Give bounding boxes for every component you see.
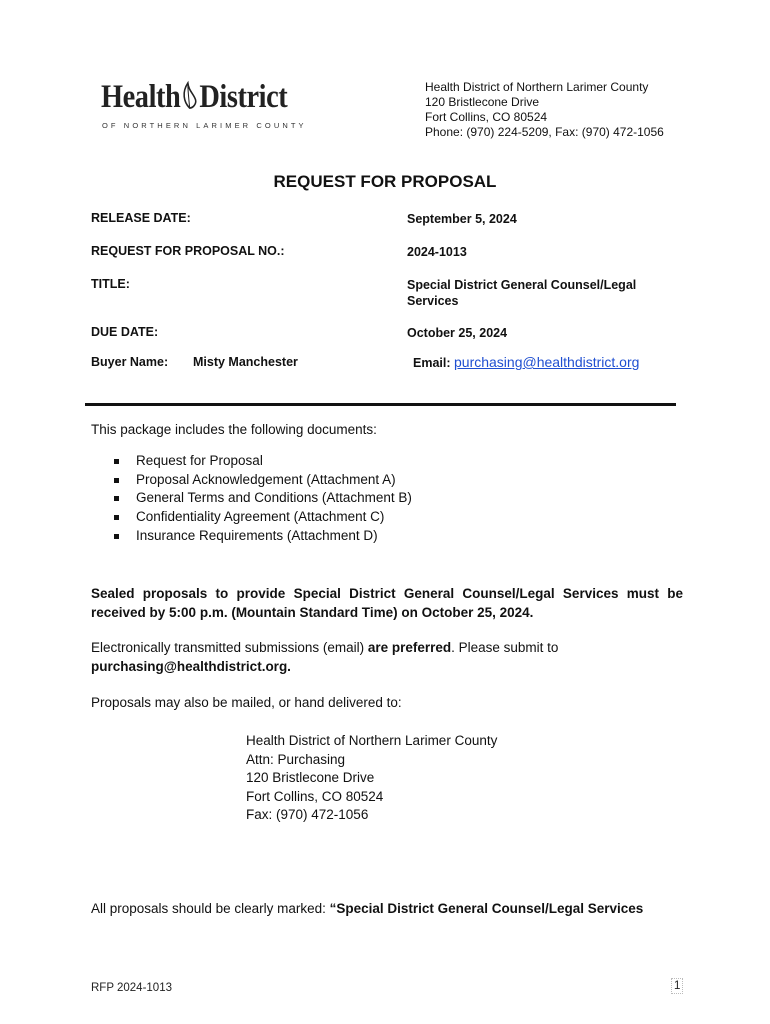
release-date-label: RELEASE DATE: xyxy=(91,211,191,225)
logo xyxy=(101,80,287,114)
electronic-text-part: Electronically transmitted submissions (email) xyxy=(91,640,368,655)
list-item: Request for Proposal xyxy=(114,452,412,471)
title-label: TITLE: xyxy=(91,277,130,291)
electronic-text-part: . Please submit to xyxy=(451,640,559,655)
electronic-preferred: are preferred xyxy=(367,640,452,655)
buyer-name-value: Misty Manchester xyxy=(193,355,298,369)
footer-rfp-number: RFP 2024-1013 xyxy=(91,982,172,994)
buyer-name-label: Buyer Name: xyxy=(91,355,169,369)
marking-title: “Special District General Counsel/Legal Services xyxy=(329,901,644,916)
logo-word-district: District xyxy=(199,79,288,115)
electronic-submission-text xyxy=(91,640,558,655)
page-number: 1 xyxy=(671,978,683,994)
submission-email: purchasing@healthdistrict.org. xyxy=(91,659,291,674)
mailing-address-line: Attn: Purchasing xyxy=(246,751,346,767)
document-list xyxy=(114,452,412,546)
email-link[interactable]: purchasing@healthdistrict.org xyxy=(454,354,640,370)
list-item: Insurance Requirements (Attachment D) xyxy=(114,527,412,546)
logo-subtitle: OF NORTHERN LARIMER COUNTY xyxy=(102,121,307,130)
logo-word-health: Health xyxy=(101,79,181,115)
list-item: General Terms and Conditions (Attachment B) xyxy=(114,489,412,508)
address-line: Health District of Northern Larimer County xyxy=(425,80,649,94)
list-item: Confidentiality Agreement (Attachment C) xyxy=(114,508,412,527)
marking-instructions xyxy=(91,901,643,916)
marking-text: All proposals should be clearly marked: xyxy=(91,901,330,916)
address-line: Phone: (970) 224-5209, Fax: (970) 472-1056 xyxy=(425,125,664,139)
title-value: Special District General Counsel/Legal Services xyxy=(407,278,637,308)
release-date-value: September 5, 2024 xyxy=(407,212,517,226)
sealed-proposals-paragraph: Sealed proposals to provide Special District General Counsel/Legal Services must be received by 5:00 p.m. (Mountain Standard Time) on October 25, 2024. xyxy=(91,586,683,620)
address-line: Fort Collins, CO 80524 xyxy=(425,110,548,124)
rfp-number-value: 2024-1013 xyxy=(407,245,467,259)
email-label: Email: xyxy=(413,356,451,370)
mailing-address-line: Health District of Northern Larimer County xyxy=(246,733,498,748)
due-date-value: October 25, 2024 xyxy=(407,326,508,340)
mailing-address-line: 120 Bristlecone Drive xyxy=(246,770,375,786)
mailing-address-line: Fort Collins, CO 80524 xyxy=(246,788,384,804)
rfp-number-label: REQUEST FOR PROPOSAL NO.: xyxy=(91,244,285,258)
list-item: Proposal Acknowledgement (Attachment A) xyxy=(114,471,412,490)
due-date-label: DUE DATE: xyxy=(91,325,159,339)
header-address xyxy=(425,80,664,140)
page-title: REQUEST FOR PROPOSAL xyxy=(273,172,497,191)
mailing-address xyxy=(246,732,497,825)
package-intro: This package includes the following documents: xyxy=(91,422,377,437)
leaf-icon xyxy=(180,80,199,110)
email-row xyxy=(413,354,639,371)
divider xyxy=(85,403,676,406)
address-line: 120 Bristlecone Drive xyxy=(425,95,540,109)
mailing-address-line: Fax: (970) 472-1056 xyxy=(246,807,369,823)
mail-intro: Proposals may also be mailed, or hand delivered to: xyxy=(91,695,402,710)
